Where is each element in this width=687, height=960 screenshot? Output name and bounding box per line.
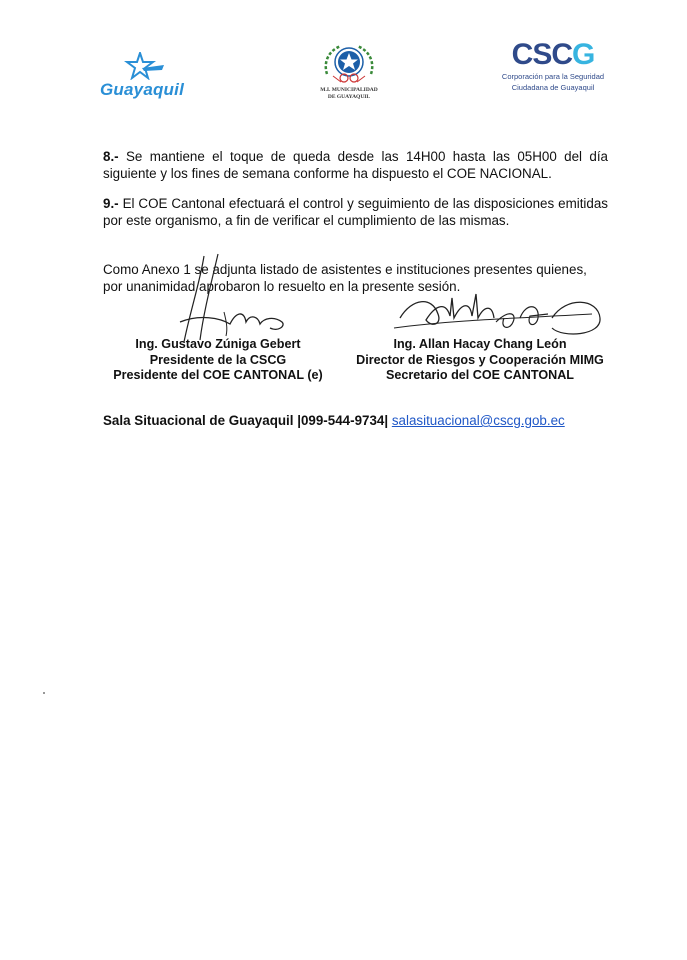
signature-right-title-2: Secretario del COE CANTONAL bbox=[385, 368, 574, 382]
cscg-logo-mark-g: G bbox=[572, 38, 595, 71]
cscg-logo-sub-2: Ciudadana de Guayaquil bbox=[511, 83, 595, 92]
municipality-seal bbox=[310, 42, 388, 104]
item-9-number: 9.- bbox=[103, 196, 119, 211]
footer-text: Sala Situacional de Guayaquil |099-544-9734| bbox=[103, 413, 389, 428]
item-8-number: 8.- bbox=[103, 149, 119, 164]
cscg-logo bbox=[497, 40, 609, 104]
anexo-line-2: por unanimidad aprobaron lo resuelto en la presente sesión. bbox=[103, 279, 461, 294]
item-9-text: El COE Cantonal efectuará el control y seguimiento de las disposiciones emitidas por este organismo, a fin de verificar el cumplimiento de las mismas. bbox=[103, 196, 608, 228]
guayaquil-logo-text: Guayaquil bbox=[100, 80, 184, 99]
signature-right-name: Ing. Allan Hacay Chang León bbox=[393, 337, 567, 351]
item-9-paragraph bbox=[103, 195, 608, 229]
cscg-logo-mark-csc: CSC bbox=[511, 38, 572, 71]
anexo-paragraph bbox=[103, 261, 608, 295]
signature-left-name: Ing. Gustavo Zúniga Gebert bbox=[135, 337, 301, 351]
footer-email-link[interactable]: salasituacional@cscg.gob.ec bbox=[391, 413, 565, 428]
seal-emblem-icon bbox=[321, 42, 377, 86]
item-8-paragraph bbox=[103, 148, 608, 182]
seal-caption-1: M.I. MUNICIPALIDAD bbox=[320, 87, 378, 93]
signature-left-block bbox=[103, 337, 333, 384]
signature-right-block bbox=[340, 337, 620, 384]
item-8-text: Se mantiene el toque de queda desde las 14H00 hasta las 05H00 del día siguiente y los fines de semana conforme ha dispuesto el COE NACIONAL. bbox=[103, 149, 608, 181]
signature-right-title-1: Director de Riesgos y Cooperación MIMG bbox=[356, 352, 604, 367]
guayaquil-logo bbox=[100, 52, 195, 102]
anexo-line-1: Como Anexo 1 se adjunta listado de asistentes e instituciones presentes quienes, bbox=[103, 262, 587, 277]
seal-caption-2: DE GUAYAQUIL bbox=[327, 94, 371, 100]
signature-left-title-2: Presidente del COE CANTONAL (e) bbox=[113, 368, 323, 382]
signature-left-title-1: Presidente de la CSCG bbox=[149, 352, 287, 367]
cscg-logo-sub-1: Corporación para la Seguridad bbox=[501, 72, 605, 81]
star-icon bbox=[120, 52, 165, 80]
footer-contact bbox=[103, 413, 663, 428]
stray-dot bbox=[43, 692, 45, 694]
cscg-logo-mark bbox=[512, 40, 595, 70]
